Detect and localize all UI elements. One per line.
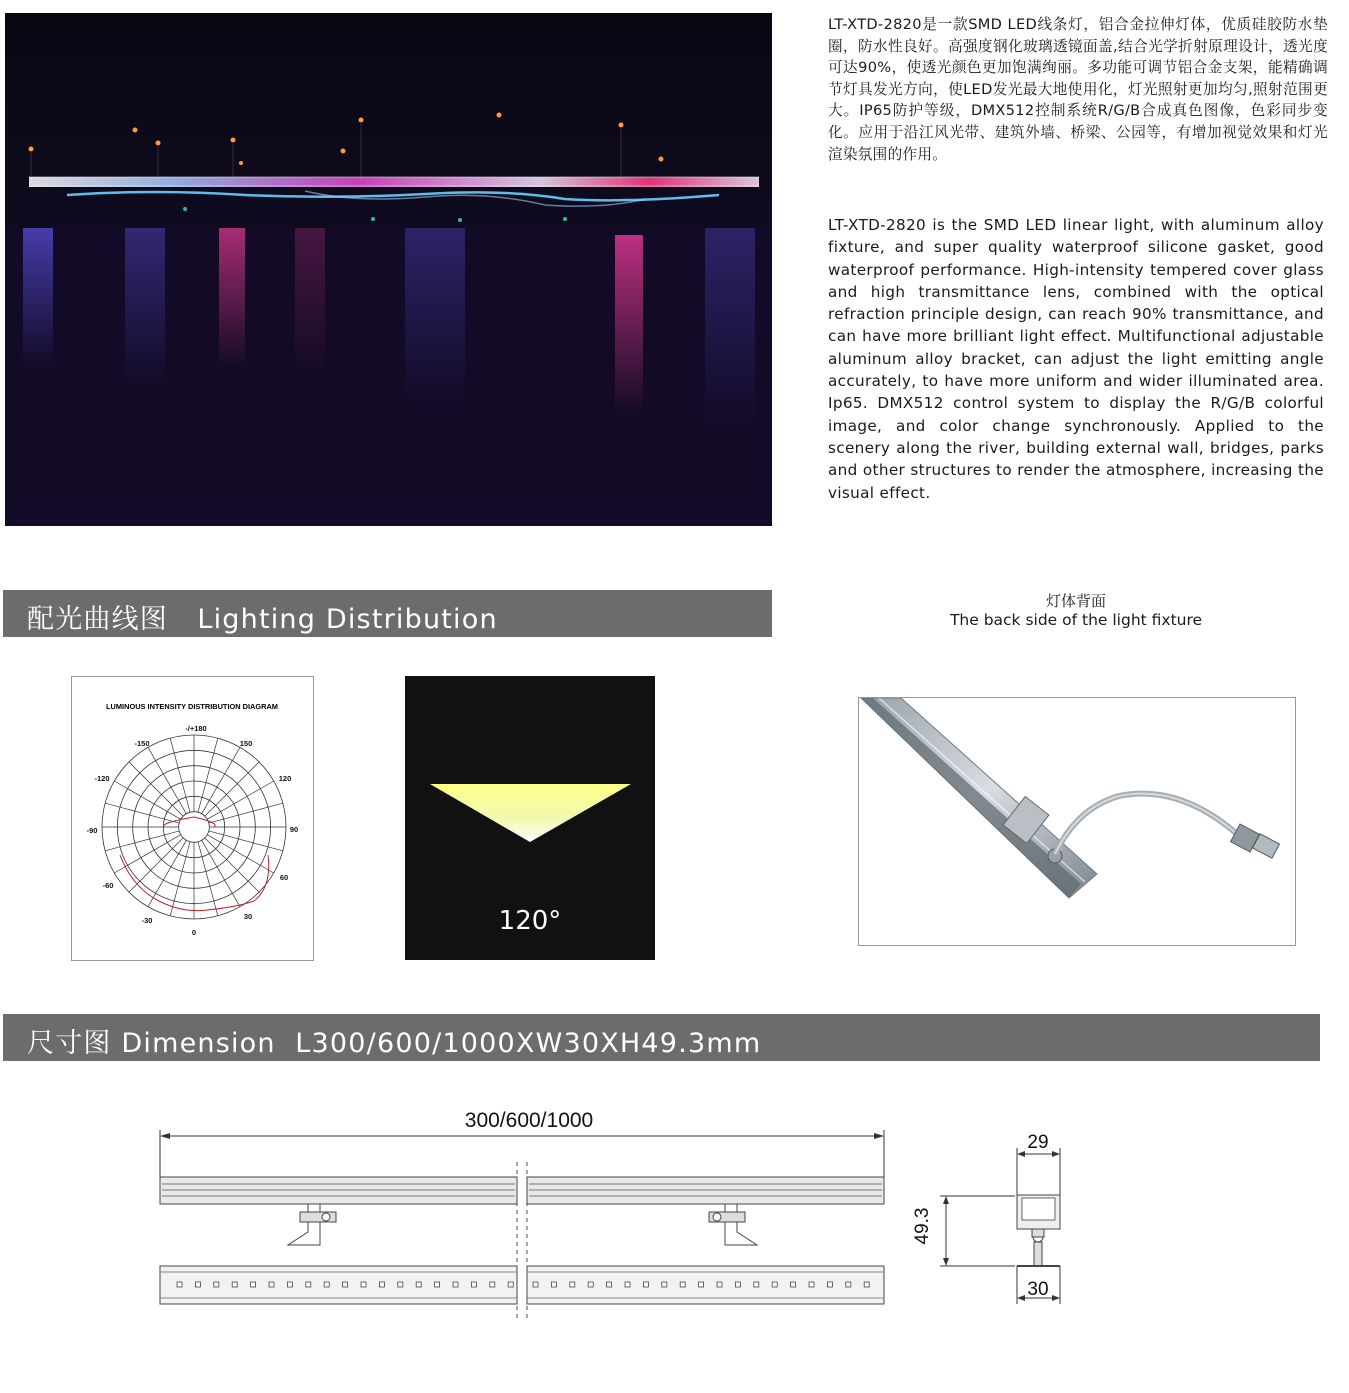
led-chip: [735, 1282, 740, 1287]
led-chip: [533, 1282, 538, 1287]
polar-spoke: [205, 762, 259, 816]
led-chip: [471, 1282, 476, 1287]
led-chip: [772, 1282, 777, 1287]
polar-spoke: [209, 803, 283, 823]
led-chip: [490, 1282, 495, 1287]
top-width-label: 29: [1027, 1132, 1049, 1153]
polar-label-p30: 30: [243, 912, 253, 921]
led-chip: [570, 1282, 575, 1287]
back-side-image: [858, 697, 1296, 946]
polar-label-top: -/+180: [185, 724, 207, 733]
bottom-view-bar: [160, 1266, 884, 1304]
led-chip: [324, 1282, 329, 1287]
beam-triangle: [430, 784, 631, 842]
lighting-distribution-header: [3, 590, 772, 637]
led-chip: [287, 1282, 292, 1287]
height-label: 49.3: [912, 1207, 933, 1245]
side-view-bar: [160, 1177, 884, 1245]
description-english: LT-XTD-2820 is the SMD LED linear light, with aluminum alloy fixture, and super quality waterproof silicone gasket, good waterproof performance. High-intensity tempered cover glass and high transmittance lens, combined with the optical refraction principle design, can reach 90% transmittance, and can have more brilliant light effect. Multifunctional adjustable aluminum alloy bracket, can adjust the light emitting angle accurately, to have more uniform and wider illuminated area. Ip65. DMX512 control system to display the R/G/B colorful image, and color change synchronously. Applied to the scenery along the river, building external wall, bridges, parks and other structures to render the atmosphere, increasing the visual effect.: [828, 216, 1324, 502]
beam-angle-panel: [405, 676, 655, 960]
polar-curve-inner: [164, 817, 216, 827]
led-chip: [809, 1282, 814, 1287]
led-chip: [588, 1282, 593, 1287]
bridge-illustration: [5, 13, 772, 526]
polar-spoke: [105, 831, 179, 851]
back-side-caption-cn: 灯体背面: [1045, 592, 1106, 610]
polar-grid: [102, 735, 289, 919]
led-chip: [195, 1282, 200, 1287]
polar-label-p120: 120: [278, 774, 292, 783]
bottom-width-label: 30: [1027, 1279, 1049, 1300]
led-chip: [846, 1282, 851, 1287]
led-chip: [791, 1282, 796, 1287]
dimension-header: [3, 1014, 1320, 1061]
led-chip: [717, 1282, 722, 1287]
polar-spoke: [198, 842, 218, 916]
description-chinese: LT-XTD-2820是一款SMD LED线条灯，铝合金拉伸灯体，优质硅胶防水垫圈，防水性良好。高强度钢化玻璃透镜面盖,结合光学折射原理设计，透光度可达90%，使透光颜色更加饱满绚丽。多功能可调节铝合金支架，能精确调节灯具发光方向，使LED发光最大地使用化，灯光照射更加均匀,照射范围更大。IP65防护等级，DMX512控制系统R/G/B合成真色图像，色彩同步变化。应用于沿江风光带、建筑外墙、桥梁、公园等，有增加视觉效果和灯光渲染氛围的作用。: [828, 16, 1328, 163]
led-chip: [827, 1282, 832, 1287]
polar-label-m60: -60: [102, 881, 114, 890]
led-chip: [864, 1282, 869, 1287]
led-chip: [680, 1282, 685, 1287]
polar-spoke: [205, 838, 259, 892]
led-chip: [361, 1282, 366, 1287]
polar-label-p90: 90: [289, 825, 299, 834]
led-chip: [435, 1282, 440, 1287]
luminous-intensity-diagram: [71, 676, 314, 961]
back-fixture-illustration: [859, 698, 1295, 945]
polar-label-m90: -90: [86, 826, 98, 835]
dimension-drawing: [0, 1090, 1349, 1350]
led-chip: [754, 1282, 759, 1287]
polar-spoke: [105, 803, 179, 823]
polar-diagram-svg: [72, 677, 313, 960]
polar-ring: [179, 812, 210, 843]
cross-section-view: [912, 1132, 1060, 1304]
polar-title: LUMINOUS INTENSITY DISTRIBUTION DIAGRAM: [106, 702, 278, 711]
led-chip: [398, 1282, 403, 1287]
led-chip: [232, 1282, 237, 1287]
led-chip: [508, 1282, 513, 1287]
polar-spoke: [129, 762, 183, 816]
led-chip: [699, 1282, 704, 1287]
led-chip: [214, 1282, 219, 1287]
led-chip: [607, 1282, 612, 1287]
led-chip: [177, 1282, 182, 1287]
back-side-caption-en: The back side of the light fixture: [949, 611, 1203, 629]
led-chip: [379, 1282, 384, 1287]
beam-triangle-svg: [405, 676, 655, 876]
polar-spoke: [198, 738, 218, 812]
polar-spoke: [170, 842, 190, 916]
led-chip: [343, 1282, 348, 1287]
polar-spoke: [209, 831, 283, 851]
led-chip: [416, 1282, 421, 1287]
polar-label-m120: -120: [94, 774, 110, 783]
led-chip: [269, 1282, 274, 1287]
led-chip: [643, 1282, 648, 1287]
led-chip: [251, 1282, 256, 1287]
led-chip: [306, 1282, 311, 1287]
led-chip: [625, 1282, 630, 1287]
polar-spoke: [170, 738, 190, 812]
lighting-distribution-title: 配光曲线图 Lighting Distribution: [27, 604, 498, 635]
led-chip: [453, 1282, 458, 1287]
night-bridge-photo: [5, 13, 772, 526]
polar-label-p150: 150: [239, 739, 253, 748]
polar-label-m30: -30: [141, 916, 153, 925]
dimension-title: 尺寸图 Dimension L300/600/1000XW30XH49.3mm: [27, 1028, 762, 1059]
led-chip: [551, 1282, 556, 1287]
polar-label-zero: 0: [191, 928, 197, 937]
beam-angle-label: 120°: [498, 906, 562, 936]
led-chip: [662, 1282, 667, 1287]
polar-label-m150: -150: [134, 739, 150, 748]
length-label: 300/600/1000: [464, 1109, 594, 1132]
polar-label-p60: 60: [279, 873, 289, 882]
